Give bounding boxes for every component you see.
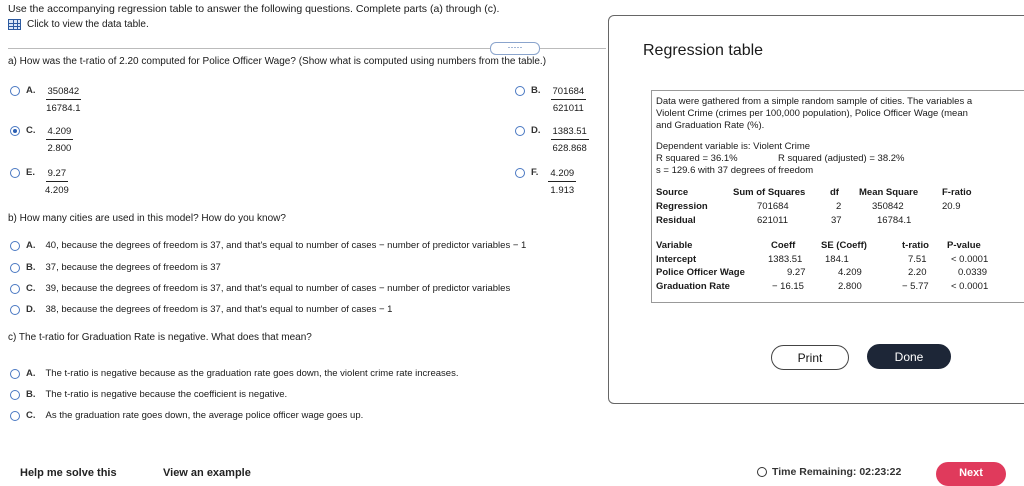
coef-header: SE (Coeff) <box>821 240 867 251</box>
coef-cell: < 0.0001 <box>951 281 989 292</box>
part-b-option-c[interactable]: C. 39, because the degrees of freedom is 37, and that's equal to number of cases − number of predictor variables <box>10 283 510 294</box>
done-button[interactable]: Done <box>867 344 951 369</box>
part-a-option-d[interactable]: D. $\frac{1383.51}{628.868}$ <box>515 125 589 154</box>
r-squared-adjusted: R squared (adjusted) = 38.2% <box>778 153 905 164</box>
anova-cell: 350842 <box>872 201 904 212</box>
coef-cell: Police Officer Wage <box>656 267 745 278</box>
radio-icon[interactable] <box>10 168 20 178</box>
anova-cell: 2 <box>836 201 842 212</box>
part-b-question: b) How many cities are used in this model? How do you know? <box>8 213 286 224</box>
data-link-label: Click to view the data table. <box>27 19 149 30</box>
fraction: $\frac{4.209}{2.800}$ <box>47 126 72 154</box>
part-b-option-a[interactable]: A. 40, because the degrees of freedom is 37, and that's equal to number of cases − number of predictor variables − 1 <box>10 240 526 251</box>
anova-header: Source <box>656 187 689 198</box>
view-example-link[interactable]: View an example <box>163 467 251 479</box>
radio-icon[interactable] <box>10 305 20 315</box>
radio-selected-icon[interactable] <box>10 126 20 136</box>
part-c-option-a[interactable]: A. The t-ratio is negative because as the graduation rate goes down, the violent crime rate increases. <box>10 368 458 379</box>
coef-cell: 1383.51 <box>768 254 803 265</box>
radio-icon[interactable] <box>515 86 525 96</box>
help-me-solve-link[interactable]: Help me solve this <box>20 467 117 479</box>
coef-cell: − 5.77 <box>902 281 929 292</box>
anova-cell: 16784.1 <box>877 215 912 226</box>
coef-cell: < 0.0001 <box>951 254 989 265</box>
expand-button[interactable]: ····· <box>490 42 540 55</box>
radio-icon[interactable] <box>10 86 20 96</box>
anova-header: df <box>830 187 839 198</box>
part-a-option-a[interactable]: A. $\frac{350842}{16784.1}$ <box>10 85 81 114</box>
part-a-question: a) How was the t-ratio of 2.20 computed for Police Officer Wage? (Show what is computed using numbers from the table.) <box>8 56 547 67</box>
description-line-3: and Graduation Rate (%). <box>656 120 765 131</box>
coef-cell: 0.0339 <box>958 267 988 278</box>
part-c-option-b[interactable]: B. The t-ratio is negative because the coefficient is negative. <box>10 389 287 400</box>
coef-header: P-value <box>947 240 981 251</box>
coef-cell: Intercept <box>656 254 697 265</box>
anova-cell: 20.9 <box>942 201 961 212</box>
table-icon <box>8 19 21 30</box>
r-squared: R squared = 36.1% <box>656 153 738 164</box>
radio-icon[interactable] <box>10 411 20 421</box>
coef-cell: Graduation Rate <box>656 281 730 292</box>
anova-cell: 37 <box>831 215 842 226</box>
coef-cell: 2.20 <box>908 267 927 278</box>
radio-icon[interactable] <box>10 263 20 273</box>
anova-header: F-ratio <box>942 187 972 198</box>
part-c-question: c) The t-ratio for Graduation Rate is negative. What does that mean? <box>8 332 312 343</box>
anova-cell: Residual <box>656 215 696 226</box>
radio-icon[interactable] <box>10 241 20 251</box>
radio-icon[interactable] <box>515 126 525 136</box>
radio-icon[interactable] <box>10 390 20 400</box>
anova-cell: 621011 <box>757 215 788 226</box>
coef-header: Variable <box>656 240 693 251</box>
instructions: Use the accompanying regression table to answer the following questions. Complete parts (a) through (c). <box>8 3 500 15</box>
coef-cell: 4.209 <box>838 267 862 278</box>
part-a-option-f[interactable]: F. $\frac{4.209}{1.913}$ <box>515 167 576 196</box>
coef-cell: 184.1 <box>825 254 849 265</box>
part-b-option-d[interactable]: D. 38, because the degrees of freedom is 37, and that's equal to number of cases − 1 <box>10 304 392 315</box>
description-line-1: Data were gathered from a simple random sample of cities. The variables a <box>656 96 973 107</box>
part-a-option-e[interactable]: E. $\frac{9.27}{4.209}$ <box>10 167 69 196</box>
radio-icon[interactable] <box>515 168 525 178</box>
description-line-2: Violent Crime (crimes per 100,000 population), Police Officer Wage (mean <box>656 108 968 119</box>
coef-cell: 7.51 <box>908 254 927 265</box>
fraction: $\frac{350842}{16784.1}$ <box>46 86 81 114</box>
next-button[interactable]: Next <box>936 462 1006 486</box>
time-remaining: Time Remaining: 02:23:22 <box>757 466 901 478</box>
part-b-option-b[interactable]: B. 37, because the degrees of freedom is 37 <box>10 262 221 273</box>
anova-header: Sum of Squares <box>733 187 806 198</box>
radio-icon[interactable] <box>10 369 20 379</box>
dialog-title: Regression table <box>643 42 764 59</box>
anova-cell: 701684 <box>757 201 789 212</box>
part-c-option-c[interactable]: C. As the graduation rate goes down, the average police officer wage goes up. <box>10 410 363 421</box>
anova-cell: Regression <box>656 201 708 212</box>
coef-header: Coeff <box>771 240 796 251</box>
coef-cell: − 16.15 <box>772 281 804 292</box>
fraction: $\frac{701684}{621011}$ <box>552 86 585 114</box>
coef-cell: 2.800 <box>838 281 862 292</box>
print-button[interactable]: Print <box>771 345 849 370</box>
radio-icon[interactable] <box>10 284 20 294</box>
part-a-option-b[interactable]: B. $\frac{701684}{621011}$ <box>515 85 586 114</box>
coef-cell: 9.27 <box>787 267 806 278</box>
fraction: $\frac{9.27}{4.209}$ <box>44 168 69 196</box>
dependent-variable: Dependent variable is: Violent Crime <box>656 141 811 152</box>
part-a-option-c[interactable]: C. $\frac{4.209}{2.800}$ <box>10 125 73 154</box>
standard-error-line: s = 129.6 with 37 degrees of freedom <box>656 165 814 176</box>
anova-header: Mean Square <box>859 187 919 198</box>
coef-header: t-ratio <box>902 240 929 251</box>
fraction: $\frac{1383.51}{628.868}$ <box>552 126 587 154</box>
fraction: $\frac{4.209}{1.913}$ <box>550 168 575 196</box>
view-data-table-link[interactable] <box>8 19 149 30</box>
